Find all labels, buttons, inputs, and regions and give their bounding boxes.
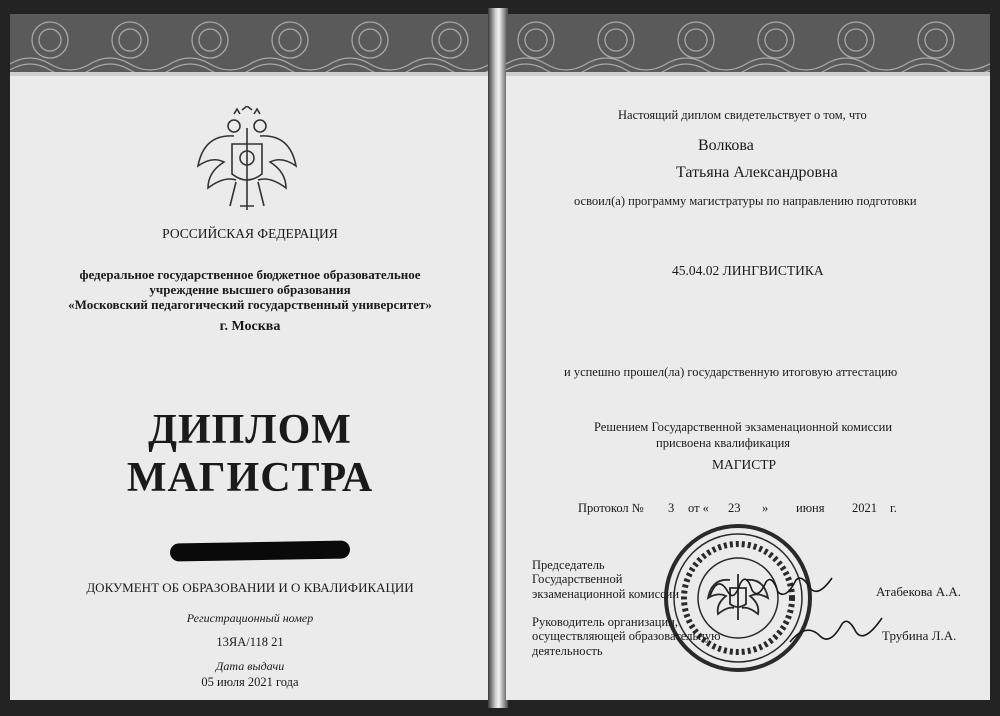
institution-line-2: учреждение высшего образования xyxy=(149,282,351,297)
graduate-surname: Волкова xyxy=(698,137,754,154)
protocol-from: от « xyxy=(688,501,709,515)
decision-line-1: Решением Государственной экзаменационной комиссии xyxy=(594,420,893,434)
guilloche-border-right xyxy=(506,14,990,76)
head-title-line-3: деятельность xyxy=(532,644,603,658)
program-name: 45.04.02 ЛИНГВИСТИКА xyxy=(672,263,824,278)
institution-line-3: «Московский педагогический государственный университет» xyxy=(68,297,432,312)
protocol-day: 23 xyxy=(728,501,741,515)
chair-name: Атабекова А.А. xyxy=(876,584,961,599)
guilloche-border-left xyxy=(10,14,490,76)
diploma-left-page xyxy=(10,14,490,700)
protocol-number: 3 xyxy=(668,501,675,515)
book-spine xyxy=(488,8,508,708)
chair-title-line-1: Председатель xyxy=(532,558,605,572)
decision-line-2: присвоена квалификация xyxy=(656,436,791,450)
protocol-year: 2021 xyxy=(852,501,877,515)
intro-text: Настоящий диплом свидетельствует о том, что xyxy=(618,108,867,122)
qualification: МАГИСТР xyxy=(712,457,777,472)
registration-label: Регистрационный номер xyxy=(186,611,314,625)
protocol-label: Протокол № xyxy=(578,501,644,515)
protocol-year-suffix: г. xyxy=(890,501,897,515)
attestation-text: и успешно прошел(ла) государственную итоговую аттестацию xyxy=(564,365,898,379)
redaction-bar xyxy=(170,540,350,561)
head-name: Трубина Л.А. xyxy=(882,628,957,643)
registration-number: 13ЯА/118 21 xyxy=(216,635,284,649)
double-headed-eagle-emblem-icon xyxy=(194,106,300,222)
diploma-title-line-1: ДИПЛОМ xyxy=(148,407,352,453)
country-name: РОССИЙСКАЯ ФЕДЕРАЦИЯ xyxy=(162,226,338,241)
chair-title-line-2: Государственной xyxy=(532,572,623,586)
program-statement: освоил(а) программу магистратуры по направлению подготовки xyxy=(574,194,917,208)
institution-line-1: федеральное государственное бюджетное образовательное xyxy=(79,267,421,282)
chair-title-line-3: экзаменационной комиссии xyxy=(532,587,680,601)
issue-date-label: Дата выдачи xyxy=(215,659,285,673)
head-title-line-2: осуществляющей образовательную xyxy=(532,629,721,643)
head-title-line-1: Руководитель организации, xyxy=(532,615,678,629)
protocol-close-quote: » xyxy=(762,501,769,515)
chair-signature-icon xyxy=(706,570,836,604)
diploma-title-line-2: МАГИСТРА xyxy=(126,455,374,501)
document-type: ДОКУМЕНТ ОБ ОБРАЗОВАНИИ И О КВАЛИФИКАЦИИ xyxy=(86,580,414,595)
issue-date: 05 июля 2021 года xyxy=(201,675,299,689)
diploma-right-page xyxy=(506,14,990,700)
head-signature-icon xyxy=(786,612,886,648)
protocol-month: июня xyxy=(796,501,825,515)
graduate-given-names: Татьяна Александровна xyxy=(676,164,838,181)
city: г. Москва xyxy=(219,319,281,334)
